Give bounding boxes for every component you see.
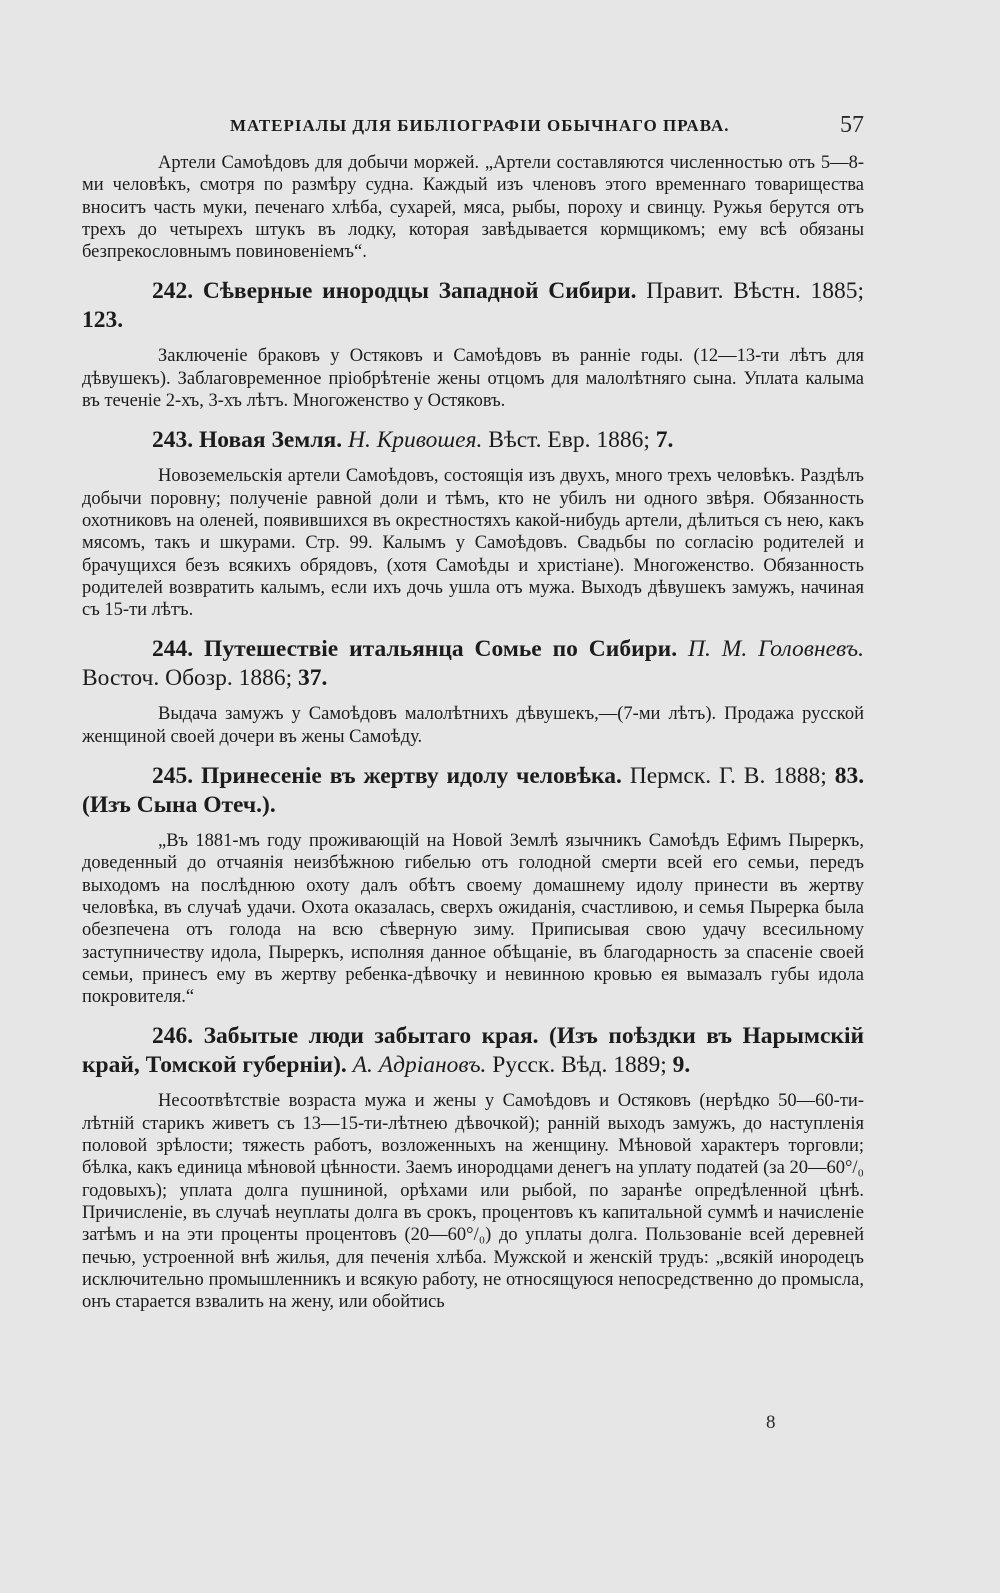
entry-title: Путешествіе итальянца Сомье по Сибири. bbox=[204, 636, 678, 663]
entry-source: Вѣст. Евр. 1886; bbox=[488, 427, 650, 454]
entry-number: 244. bbox=[152, 636, 194, 663]
entry-heading bbox=[82, 762, 864, 820]
entry-source: Пермск. Г. В. 1888; bbox=[629, 763, 827, 790]
bibliography-entry bbox=[82, 426, 864, 621]
entry-summary: Новоземельскія артели Самоѣдовъ, состоящія изъ двухъ, много трехъ человѣкъ. Раздѣлъ добычи поровну; полученіе равной доли и тѣмъ, кто не убилъ ни одного звѣря. Обязанность охотниковъ на оленей, появившихся въ окрестностяхъ какой-нибудь артели, дѣлиться съ нею, какъ мясомъ, такъ и шкурами. Стр. 99. Калымъ у Самоѣдовъ. Свадьбы по согласію родителей и брачущихся безъ всякихъ обрядовъ, (хотя Самоѣды и христіане). Многоженство. Обязанность родителей возвратить калымъ, если ихъ дочь ушла отъ мужа. Выходъ дѣвушекъ замужъ, начиная съ 15-ти лѣтъ. bbox=[82, 466, 864, 621]
intro-paragraph: Артели Самоѣдовъ для добычи моржей. „Артели составляются численностью отъ 5—8-ми человѣкъ, смотря по размѣру судна. Каждый изъ членовъ этого временнаго товарищества вноситъ часть муки, печенаго хлѣба, сухарей, мяса, рыбы, пороху и свинцу. Ружья берутся отъ трехъ до четырехъ штукъ въ лодку, которая завѣдывается кормщикомъ; ему всѣ обязаны безпрекословнымъ повиновеніемъ“. bbox=[82, 153, 864, 263]
entry-heading bbox=[82, 426, 864, 455]
bibliography-entry bbox=[82, 635, 864, 748]
bibliography-entry bbox=[82, 1022, 864, 1313]
entry-issue: 7. bbox=[655, 427, 674, 454]
entry-author: Н. Кривошея. bbox=[347, 427, 483, 454]
entry-number: 243. bbox=[152, 427, 194, 454]
entry-source: Правит. Вѣстн. 1885; bbox=[646, 278, 865, 305]
entry-summary: Выдача замужъ у Самоѣдовъ малолѣтнихъ дѣвушекъ,—(7-ми лѣтъ). Продажа русской женщиной своей дочери въ жены Самоѣду. bbox=[82, 704, 864, 747]
entry-title: Забытые люди забытаго края. (Изъ поѣздки въ Нарымскій край, Томской губерніи). bbox=[82, 1023, 865, 1079]
entry-issue: 83. (Изъ Сына Отеч.). bbox=[82, 763, 865, 819]
signature-mark: 8 bbox=[766, 1412, 776, 1433]
entry-heading bbox=[82, 1022, 864, 1080]
entry-source: Восточ. Обозр. 1886; bbox=[82, 665, 293, 692]
entry-source: Русск. Вѣд. 1889; bbox=[492, 1052, 667, 1079]
entry-title: Сѣверные инородцы Западной Сибири. bbox=[202, 278, 637, 305]
bibliography-entry bbox=[82, 762, 864, 1008]
entry-summary: „Въ 1881-мъ году проживающій на Новой Землѣ язычникъ Самоѣдъ Ефимъ Пырeркъ, доведенный до отчаянія неизбѣжною гибелью отъ голодной смерти всей его семьи, передъ выходомъ на послѣднюю охоту далъ обѣтъ своему домашнему идолу принести въ жертву человѣка, въ случаѣ удачи. Охота оказалась, сверхъ ожиданія, счастливою, и семья Пырерка была обезпечена отъ голода на всю сѣверную зиму. Приписывая свою удачу всесильному заступничеству идола, Пырeркъ, исполняя данное обѣщаніе, въ благодарность за спасеніе своей семьи, принесъ ему въ жертву ребенка-дѣвочку и невинною кровью ея вымазалъ губы идола покровителя.“ bbox=[82, 831, 864, 1008]
entry-title: Новая Земля. bbox=[199, 427, 343, 454]
entry-number: 245. bbox=[152, 763, 194, 790]
entry-number: 242. bbox=[152, 278, 194, 305]
entry-summary: Несоотвѣтствіе возраста мужа и жены у Самоѣдовъ и Остяковъ (нерѣдко 50—60-ти-лѣтній старикъ живетъ съ 13—15-ти-лѣтнею дѣвочкой); ранній выходъ замужъ, до наступленія половой зрѣлости; тяжесть работъ, возложенныхъ на женщину. Мѣновой характеръ торговли; бѣлка, какъ единица мѣновой цѣнности. Заемъ инородцами денегъ на уплату податей (за 20—60°/₀ годовыхъ); уплата долга пушниной, орѣхами или рыбой, по заранѣе опредѣленной цѣнѣ. Причисленіе, въ случаѣ неуплаты долга въ срокъ, процентовъ къ капитальной суммѣ и начисленіе затѣмъ и на эти проценты процентовъ (20—60°/₀) до уплаты долга. Пользованіе всей деревней печью, устроенной внѣ жилья, для печенія хлѣба. Мужской и женскій трудъ: „всякій инородецъ исключительно промышленникъ и всякую работу, не относящуюся непосредственно до промысла, онъ старается взвалить на жену, или обойтись bbox=[82, 1091, 864, 1313]
bibliography-entry bbox=[82, 277, 864, 412]
entry-author: П. М. Головневъ. bbox=[688, 636, 864, 663]
entry-heading bbox=[82, 277, 864, 335]
running-title: МАТЕРІАЛЫ ДЛЯ БИБЛІОГРАФІИ ОБЫЧНАГО ПРАВА. bbox=[230, 116, 730, 135]
entry-issue: 9. bbox=[672, 1052, 691, 1079]
page-body bbox=[82, 152, 864, 1313]
page-number: 57 bbox=[840, 112, 864, 138]
entry-title: Принесеніе въ жертву идолу человѣка. bbox=[201, 763, 622, 790]
entry-issue: 123. bbox=[82, 307, 124, 334]
entry-author: А. Адріановъ. bbox=[352, 1052, 487, 1079]
entry-number: 246. bbox=[152, 1023, 194, 1050]
entry-summary: Заключеніе браковъ у Остяковъ и Самоѣдовъ въ ранніе годы. (12—13-ти лѣтъ для дѣвушекъ). Заблаговременное пріобрѣтеніе жены отцомъ для малолѣтняго сына. Уплата калыма въ теченіе 2-хъ, 3-хъ лѣтъ. Многоженство у Остяковъ. bbox=[82, 346, 864, 412]
entry-heading bbox=[82, 635, 864, 693]
entry-issue: 37. bbox=[297, 665, 328, 692]
